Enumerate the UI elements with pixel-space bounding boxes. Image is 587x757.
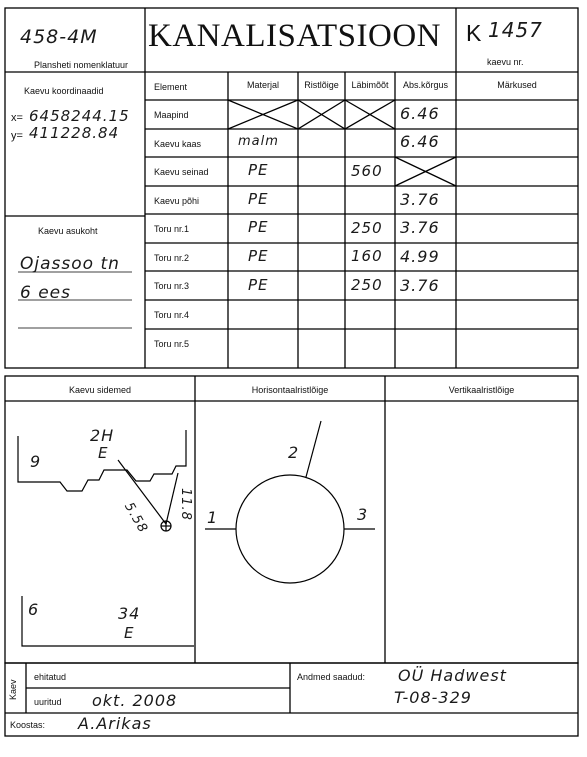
- well-side-label: Kaev: [8, 679, 18, 700]
- y-prefix: y=: [11, 130, 23, 142]
- page-title: KANALISATSIOON: [148, 18, 441, 54]
- table-cell-height: 6.46: [400, 104, 440, 123]
- table-cell-diameter: 250: [351, 219, 383, 237]
- table-cell-height: 3.76: [400, 190, 440, 209]
- col-header-diameter: Läbimõõt: [351, 80, 389, 90]
- building-bottom-letter: E: [124, 624, 135, 642]
- col-header-material: Materjal: [246, 80, 279, 90]
- table-cell-height: 6.46: [400, 132, 440, 151]
- table-row-element: Maapind: [154, 110, 189, 120]
- well-prefix: K: [466, 20, 482, 46]
- col-header-cross-section: Ristlõige: [304, 80, 339, 90]
- table-row-element: Toru nr.1: [154, 224, 190, 234]
- table-row-element: Toru nr.4: [154, 310, 190, 320]
- horizontal-section-label: Horisontaalristlõige: [251, 385, 329, 395]
- vertical-section-label: Vertikaalristlõige: [448, 385, 515, 395]
- built-label: ehitatud: [34, 672, 67, 682]
- building-bottom-left-number: 6: [28, 600, 40, 619]
- table-row-element: Toru nr.5: [154, 339, 190, 349]
- tie-distance-1: 5.58: [121, 500, 151, 537]
- building-bottom-number: 34: [118, 604, 141, 623]
- col-header-element: Element: [154, 82, 188, 92]
- location-street: Ojassoo tn: [20, 254, 120, 274]
- well-number: 1457: [488, 18, 543, 42]
- building-top-letter: E: [98, 444, 109, 462]
- table-cell-material: PE: [248, 276, 269, 294]
- table-cell-material: PE: [248, 190, 269, 208]
- ties-sketch: [18, 430, 194, 646]
- data-source-reference: T-08-329: [394, 688, 472, 707]
- sheet-number: 458-4M: [20, 26, 98, 48]
- y-coordinate: 411228.84: [29, 124, 120, 142]
- location-label: Kaevu asukoht: [38, 226, 98, 236]
- coordinates-label: Kaevu koordinaadid: [24, 86, 104, 96]
- sheet-label: Plansheti nomenklatuur: [34, 60, 129, 70]
- building-left-number: 9: [30, 452, 42, 471]
- pipe-label-1: 1: [207, 508, 219, 527]
- ties-label: Kaevu sidemed: [68, 385, 132, 395]
- location-detail: 6 ees: [20, 283, 71, 303]
- table-cell-material: PE: [248, 247, 269, 265]
- table-cell-height: 3.76: [400, 218, 440, 237]
- well-label: kaevu nr.: [487, 57, 524, 67]
- col-header-notes: Märkused: [497, 80, 537, 90]
- col-header-abs-height: Abs.kõrgus: [402, 80, 449, 90]
- x-coordinate: 6458244.15: [29, 107, 130, 125]
- table-cell-material: PE: [248, 161, 269, 179]
- building-top-number: 2H: [90, 426, 115, 445]
- surveyed-label: uuritud: [34, 697, 62, 707]
- table-row-element: Kaevu kaas: [154, 139, 202, 149]
- table-cell-material: malm: [238, 134, 279, 149]
- table-row-element: Toru nr.2: [154, 253, 190, 263]
- pipe-label-2: 2: [288, 443, 300, 462]
- data-source-company: OÜ Hadwest: [398, 666, 507, 685]
- data-source-label: Andmed saadud:: [297, 672, 366, 682]
- pipe-label-3: 3: [357, 505, 369, 524]
- table-cell-height: 3.76: [400, 276, 440, 295]
- table-cell-material: PE: [248, 218, 269, 236]
- x-prefix: x=: [11, 112, 23, 124]
- author-name: A.Arikas: [78, 714, 152, 733]
- table-cell-diameter: 250: [351, 276, 383, 294]
- table-cell-diameter: 560: [351, 162, 383, 180]
- tie-distance-2: 11.8: [178, 488, 193, 521]
- table-cell-height: 4.99: [400, 247, 440, 266]
- author-label: Koostas:: [10, 720, 46, 730]
- table-row-element: Kaevu seinad: [154, 167, 209, 177]
- surveyed-date: okt. 2008: [92, 691, 178, 710]
- table-row-element: Toru nr.3: [154, 281, 190, 291]
- table-row-element: Kaevu põhi: [154, 196, 200, 206]
- table-cell-diameter: 160: [351, 247, 383, 265]
